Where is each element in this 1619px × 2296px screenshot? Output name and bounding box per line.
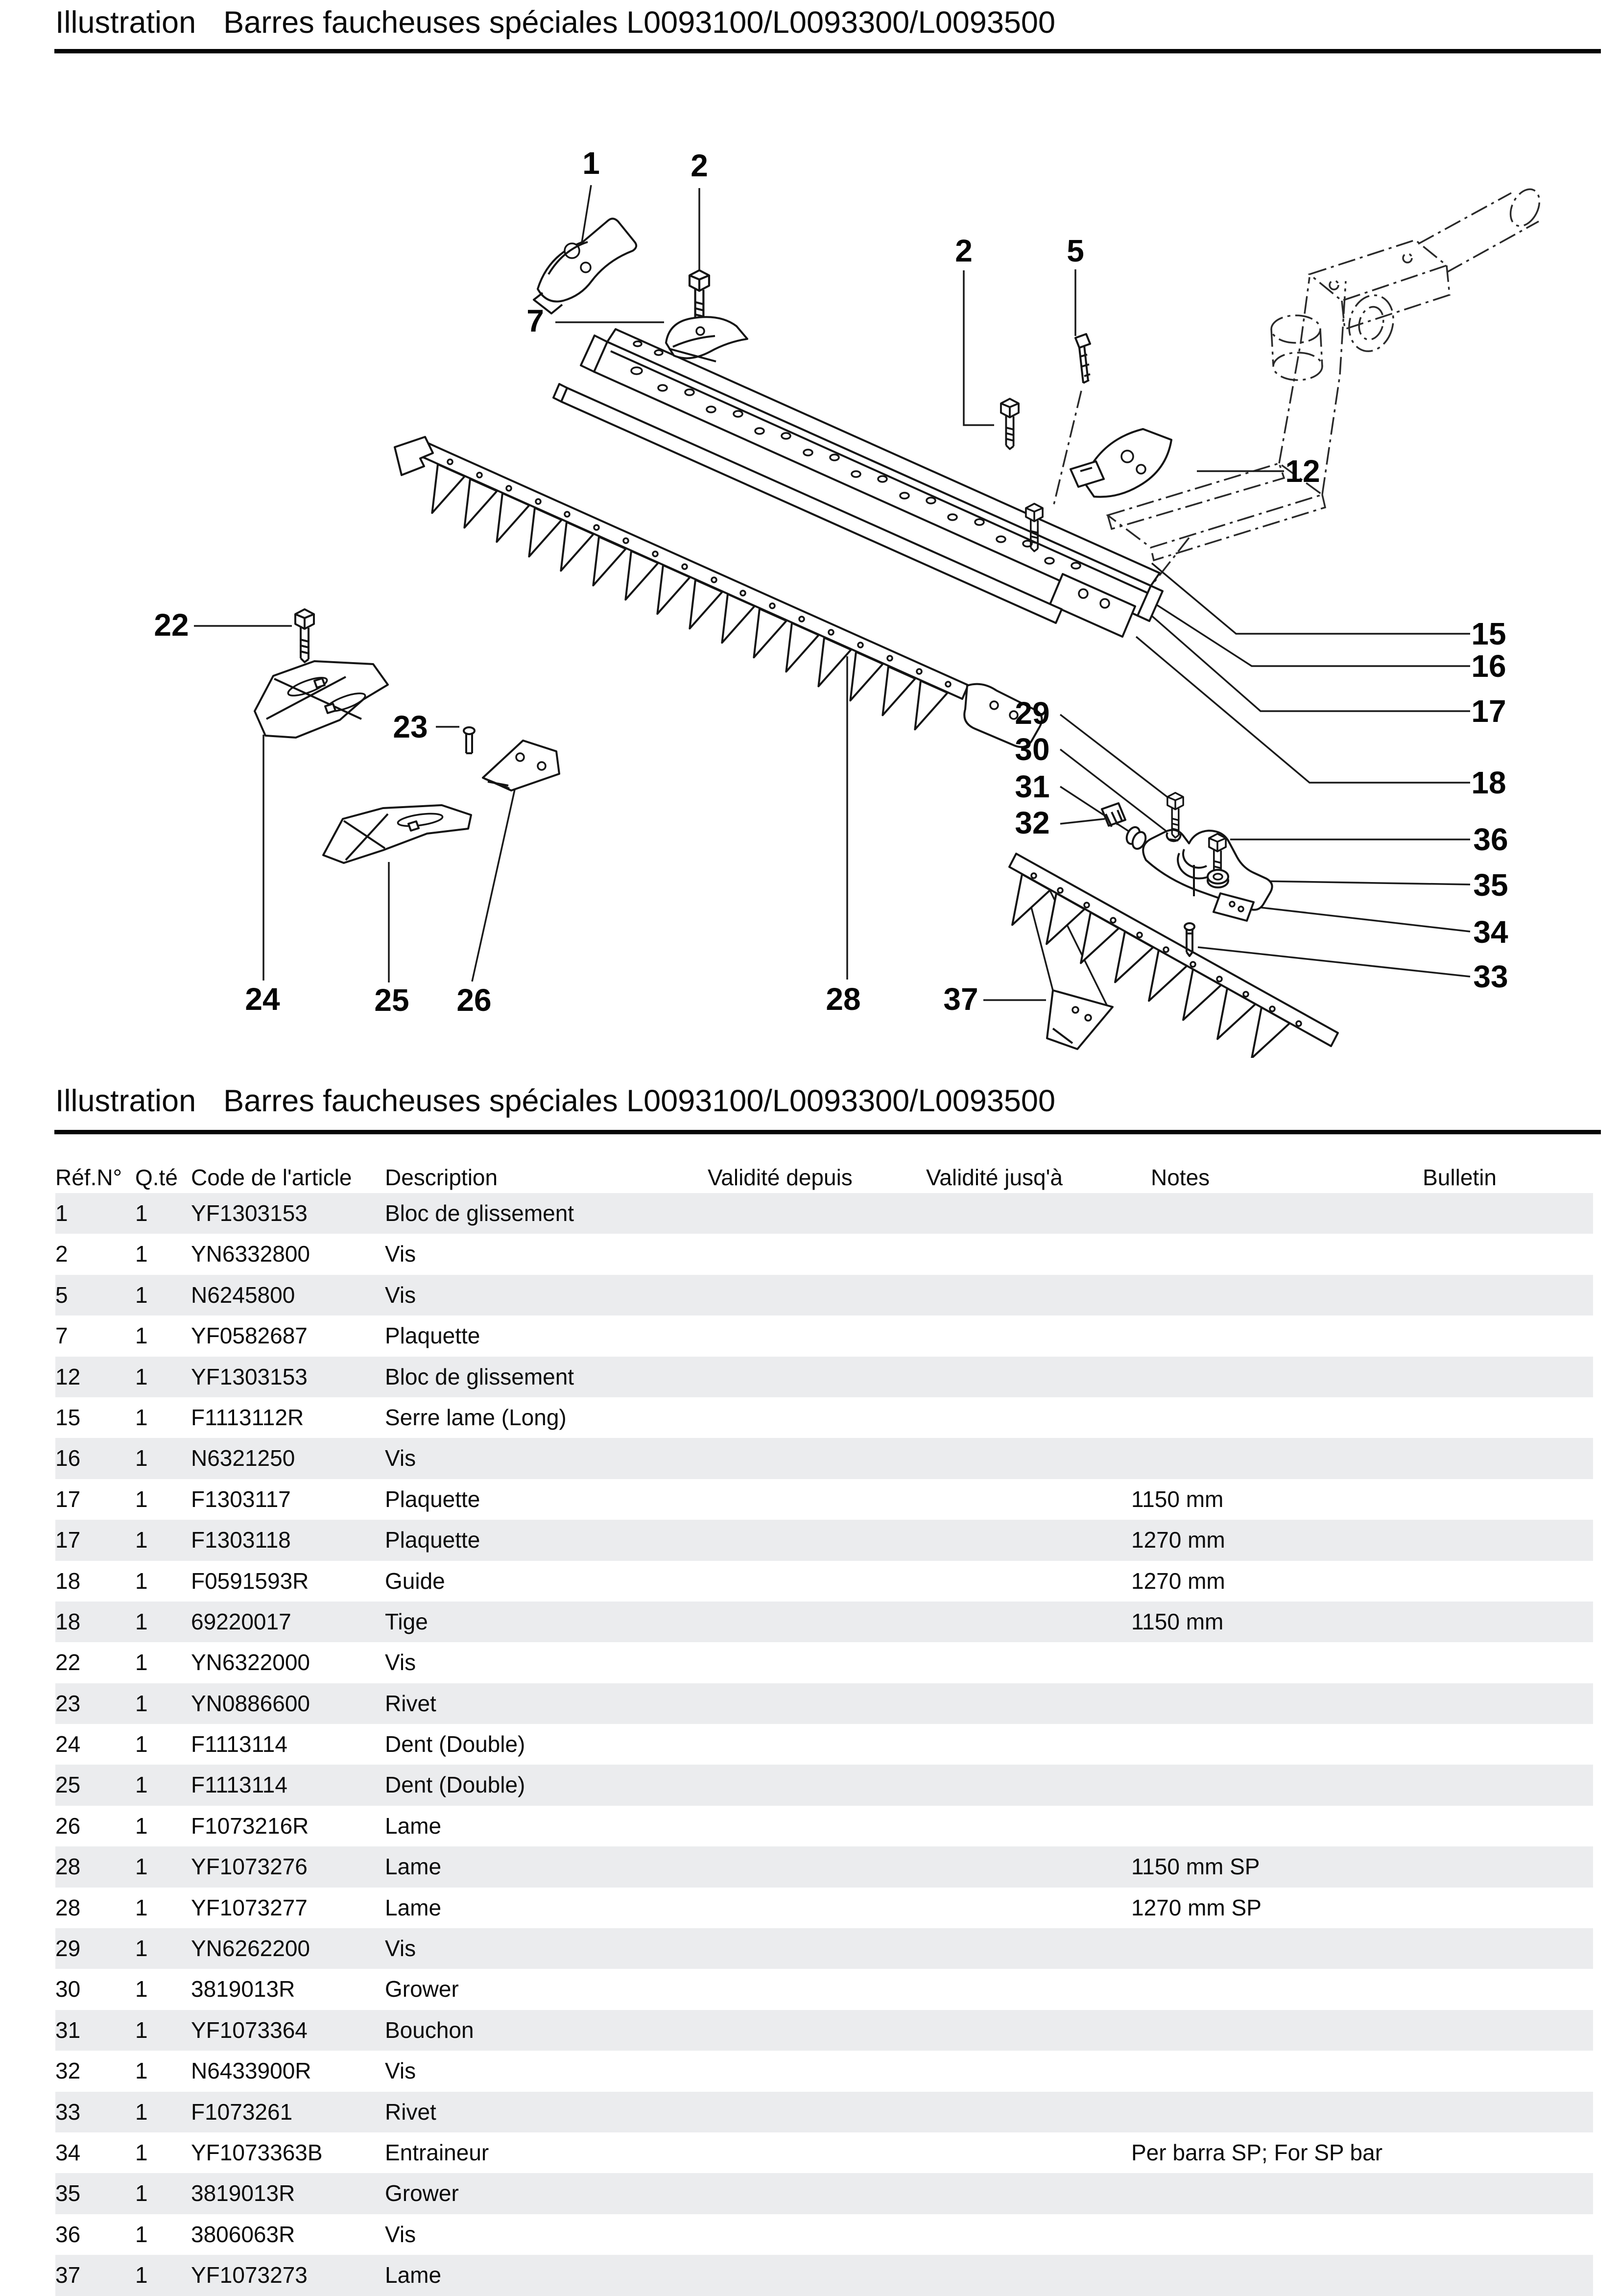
callout-33: 33 xyxy=(1473,959,1508,994)
col-desc: Description xyxy=(385,1165,498,1190)
cell-code: F1073261 xyxy=(191,2099,293,2125)
table-row xyxy=(55,2051,1593,2091)
cell-desc: Vis xyxy=(385,1936,416,1961)
cell-qty: 1 xyxy=(135,1200,148,1226)
cell-desc: Vis xyxy=(385,1445,416,1471)
cell-ref: 28 xyxy=(55,1854,81,1880)
cell-code: YN0886600 xyxy=(191,1690,310,1716)
cell-desc: Dent (Double) xyxy=(385,1731,525,1757)
cell-desc: Rivet xyxy=(385,1690,436,1716)
cell-code: YF1073364 xyxy=(191,2017,308,2043)
cell-ref: 5 xyxy=(55,1282,68,1308)
table-row xyxy=(55,2010,1593,2051)
cell-ref: 18 xyxy=(55,1608,81,1634)
cell-code: YF1303153 xyxy=(191,1200,308,1226)
cell-code: 69220017 xyxy=(191,1608,291,1634)
cell-ref: 36 xyxy=(55,2221,81,2247)
leader-lines xyxy=(194,185,1470,1000)
cell-code: F1303118 xyxy=(191,1527,291,1553)
cell-ref: 33 xyxy=(55,2099,81,2125)
table-row xyxy=(55,1806,1593,1846)
cell-desc: Bloc de glissement xyxy=(385,1200,574,1226)
glide-block-12 xyxy=(1071,429,1171,497)
cell-ref: 15 xyxy=(55,1404,81,1430)
cell-desc: Guide xyxy=(385,1568,445,1594)
callout-35: 35 xyxy=(1473,867,1508,903)
cell-qty: 1 xyxy=(135,1445,148,1471)
cell-code: YN6332800 xyxy=(191,1241,310,1267)
callout-25: 25 xyxy=(374,982,409,1018)
cell-code: 3806063R xyxy=(191,2221,295,2247)
cell-qty: 1 xyxy=(135,1690,148,1716)
cell-desc: Dent (Double) xyxy=(385,1772,525,1798)
cell-desc: Lame xyxy=(385,1894,442,1920)
table-row xyxy=(55,1765,1593,1805)
cell-qty: 1 xyxy=(135,1772,148,1798)
section-title: Barres faucheuses spéciales L0093100/L0093300/L0093500 xyxy=(223,5,1055,40)
callout-15: 15 xyxy=(1471,616,1506,651)
callout-37: 37 xyxy=(943,981,978,1017)
cell-ref: 17 xyxy=(55,1486,81,1512)
section-title: Barres faucheuses spéciales L0093100/L0093300/L0093500 xyxy=(223,1084,1055,1118)
cell-desc: Lame xyxy=(385,2262,442,2288)
cell-ref: 29 xyxy=(55,1936,81,1961)
table-row xyxy=(55,1438,1593,1479)
cell-code: N6321250 xyxy=(191,1445,295,1471)
cell-code: YN6322000 xyxy=(191,1650,310,1675)
table-row xyxy=(55,1561,1593,1602)
cell-ref: 34 xyxy=(55,2139,81,2165)
cell-ref: 26 xyxy=(55,1813,81,1839)
col-bulletin: Bulletin xyxy=(1423,1165,1497,1190)
vis-5 xyxy=(1075,334,1090,383)
table-body xyxy=(55,1193,1593,2296)
col-code: Code de l'article xyxy=(191,1165,352,1190)
callout-2a: 2 xyxy=(690,148,708,183)
cell-desc: Vis xyxy=(385,1282,416,1308)
table-row xyxy=(55,1846,1593,1887)
cell-notes: 1150 mm xyxy=(1131,1608,1224,1634)
section-label: Illustration xyxy=(55,1084,196,1118)
table-row xyxy=(55,1602,1593,1642)
cell-ref: 31 xyxy=(55,2017,81,2043)
section-label: Illustration xyxy=(55,5,196,40)
table-row xyxy=(55,1888,1593,1928)
title-rule-mid xyxy=(54,1130,1601,1134)
cell-desc: Rivet xyxy=(385,2099,436,2125)
cell-code: YF1073273 xyxy=(191,2262,308,2288)
callout-29: 29 xyxy=(1015,695,1050,731)
cell-desc: Lame xyxy=(385,1854,442,1880)
callout-23: 23 xyxy=(393,709,428,744)
table-row xyxy=(55,1193,1593,1234)
callout-32: 32 xyxy=(1015,805,1050,840)
cell-notes: 1150 mm SP xyxy=(1131,1854,1260,1880)
cell-desc: Grower xyxy=(385,2180,459,2206)
lame-26 xyxy=(483,741,559,790)
page-title-mid xyxy=(55,1083,1055,1119)
cell-qty: 1 xyxy=(135,1241,148,1267)
table-row xyxy=(55,1397,1593,1438)
cell-ref: 17 xyxy=(55,1527,81,1553)
cell-qty: 1 xyxy=(135,1323,148,1349)
cell-code: F1303117 xyxy=(191,1486,291,1512)
callout-28: 28 xyxy=(826,981,861,1017)
cell-ref: 12 xyxy=(55,1363,81,1389)
cell-code: YF1303153 xyxy=(191,1363,308,1389)
cell-ref: 18 xyxy=(55,1568,81,1594)
cell-code: F0591593R xyxy=(191,1568,309,1594)
cell-qty: 1 xyxy=(135,2221,148,2247)
table-row xyxy=(55,1357,1593,1397)
cell-ref: 7 xyxy=(55,1323,68,1349)
callout-31: 31 xyxy=(1015,769,1050,804)
cell-code: N6245800 xyxy=(191,1282,295,1308)
glide-block-1 xyxy=(534,218,636,313)
col-to: Validité jusq'à xyxy=(926,1165,1063,1190)
lower-knife-blade xyxy=(1009,854,1338,1058)
cell-qty: 1 xyxy=(135,1363,148,1389)
callout-22: 22 xyxy=(154,607,189,643)
cell-code: F1073216R xyxy=(191,1813,309,1839)
table-row xyxy=(55,1520,1593,1560)
cell-ref: 30 xyxy=(55,1976,81,2002)
callout-24: 24 xyxy=(245,981,280,1017)
cell-ref: 1 xyxy=(55,1200,68,1226)
cell-qty: 1 xyxy=(135,1650,148,1675)
cell-desc: Grower xyxy=(385,1976,459,2002)
table-row xyxy=(55,1969,1593,2009)
cell-qty: 1 xyxy=(135,1568,148,1594)
callout-26: 26 xyxy=(456,982,492,1018)
callout-30: 30 xyxy=(1015,732,1050,767)
cell-qty: 1 xyxy=(135,1813,148,1839)
cell-qty: 1 xyxy=(135,2139,148,2165)
cell-qty: 1 xyxy=(135,2017,148,2043)
table-row xyxy=(55,1928,1593,1969)
table-row xyxy=(55,1234,1593,1274)
cell-qty: 1 xyxy=(135,1894,148,1920)
cell-ref: 16 xyxy=(55,1445,81,1471)
table-row xyxy=(55,1315,1593,1356)
callout-34: 34 xyxy=(1473,914,1508,950)
col-from: Validité depuis xyxy=(708,1165,853,1190)
cell-code: YF1073363B xyxy=(191,2139,323,2165)
cell-qty: 1 xyxy=(135,1486,148,1512)
cell-desc: Vis xyxy=(385,2058,416,2084)
cell-desc: Entraineur xyxy=(385,2139,489,2165)
dent-double-25 xyxy=(323,805,471,863)
cell-desc: Vis xyxy=(385,1241,416,1267)
cell-code: YF1073276 xyxy=(191,1854,308,1880)
cell-notes: 1270 mm xyxy=(1131,1568,1225,1594)
cell-qty: 1 xyxy=(135,1854,148,1880)
cell-code: YN6262200 xyxy=(191,1936,310,1961)
callout-36: 36 xyxy=(1473,822,1508,857)
cell-qty: 1 xyxy=(135,2262,148,2288)
cell-qty: 1 xyxy=(135,1976,148,2002)
cell-desc: Plaquette xyxy=(385,1486,480,1512)
col-notes: Notes xyxy=(1151,1165,1210,1190)
cell-qty: 1 xyxy=(135,2099,148,2125)
dent-double-24 xyxy=(255,661,388,738)
cell-notes: 1270 mm xyxy=(1131,1527,1225,1553)
bolt-22 xyxy=(295,609,314,662)
rivet-23 xyxy=(464,727,475,753)
cell-notes: 1270 mm SP xyxy=(1131,1894,1262,1920)
cell-notes: 1150 mm xyxy=(1131,1486,1224,1512)
cell-desc: Vis xyxy=(385,2221,416,2247)
table-row xyxy=(55,2173,1593,2214)
cell-qty: 1 xyxy=(135,1936,148,1961)
table-row xyxy=(55,2214,1593,2255)
table-row xyxy=(55,2092,1593,2132)
cell-desc: Bloc de glissement xyxy=(385,1363,574,1389)
cell-desc: Plaquette xyxy=(385,1527,480,1553)
cell-ref: 22 xyxy=(55,1650,81,1675)
exploded-parts-drawing xyxy=(0,0,1619,1058)
cell-ref: 2 xyxy=(55,1241,68,1267)
cell-code: YF1073277 xyxy=(191,1894,308,1920)
cell-qty: 1 xyxy=(135,2058,148,2084)
callout-5: 5 xyxy=(1067,233,1084,268)
callout-16: 16 xyxy=(1471,648,1506,684)
cell-desc: Bouchon xyxy=(385,2017,474,2043)
cell-ref: 23 xyxy=(55,1690,81,1716)
table-row xyxy=(55,2255,1593,2296)
bolt-2-right xyxy=(1001,399,1019,449)
cell-qty: 1 xyxy=(135,1608,148,1634)
cell-code: 3819013R xyxy=(191,1976,295,2002)
col-ref: Réf.N° xyxy=(55,1165,122,1190)
cell-code: YF0582687 xyxy=(191,1323,308,1349)
cell-desc: Lame xyxy=(385,1813,442,1839)
table-row xyxy=(55,1275,1593,1315)
cell-qty: 1 xyxy=(135,1282,148,1308)
cell-qty: 1 xyxy=(135,1404,148,1430)
cell-ref: 37 xyxy=(55,2262,81,2288)
cell-desc: Tige xyxy=(385,1608,428,1634)
cell-code: F1113114 xyxy=(191,1772,287,1798)
table-row xyxy=(55,2132,1593,2173)
cell-notes: Per barra SP; For SP bar xyxy=(1131,2139,1383,2165)
cell-ref: 25 xyxy=(55,1772,81,1798)
cell-code: N6433900R xyxy=(191,2058,311,2084)
cell-code: 3819013R xyxy=(191,2180,295,2206)
table-row xyxy=(55,1683,1593,1724)
callout-17: 17 xyxy=(1471,694,1506,729)
callout-18: 18 xyxy=(1471,765,1506,800)
callout-12: 12 xyxy=(1285,454,1320,489)
cell-code: F1113114 xyxy=(191,1731,287,1757)
cell-qty: 1 xyxy=(135,1527,148,1553)
cell-ref: 32 xyxy=(55,2058,81,2084)
table-row xyxy=(55,1642,1593,1683)
callout-1: 1 xyxy=(582,145,600,181)
phantom-machine-outline xyxy=(1054,185,1545,611)
cell-ref: 35 xyxy=(55,2180,81,2206)
cell-ref: 28 xyxy=(55,1894,81,1920)
table-row xyxy=(55,1479,1593,1520)
callout-7: 7 xyxy=(526,303,544,338)
cell-code: F1113112R xyxy=(191,1404,304,1430)
cell-desc: Plaquette xyxy=(385,1323,480,1349)
cell-qty: 1 xyxy=(135,1731,148,1757)
cell-desc: Serre lame (Long) xyxy=(385,1404,567,1430)
plaquette-7 xyxy=(666,317,747,361)
parts-table xyxy=(55,1162,1593,2296)
table-header xyxy=(55,1162,1593,1193)
cell-desc: Vis xyxy=(385,1650,416,1675)
cell-qty: 1 xyxy=(135,2180,148,2206)
callout-2b: 2 xyxy=(955,233,973,268)
cell-ref: 24 xyxy=(55,1731,81,1757)
table-row xyxy=(55,1724,1593,1765)
col-qty: Q.té xyxy=(135,1165,178,1190)
